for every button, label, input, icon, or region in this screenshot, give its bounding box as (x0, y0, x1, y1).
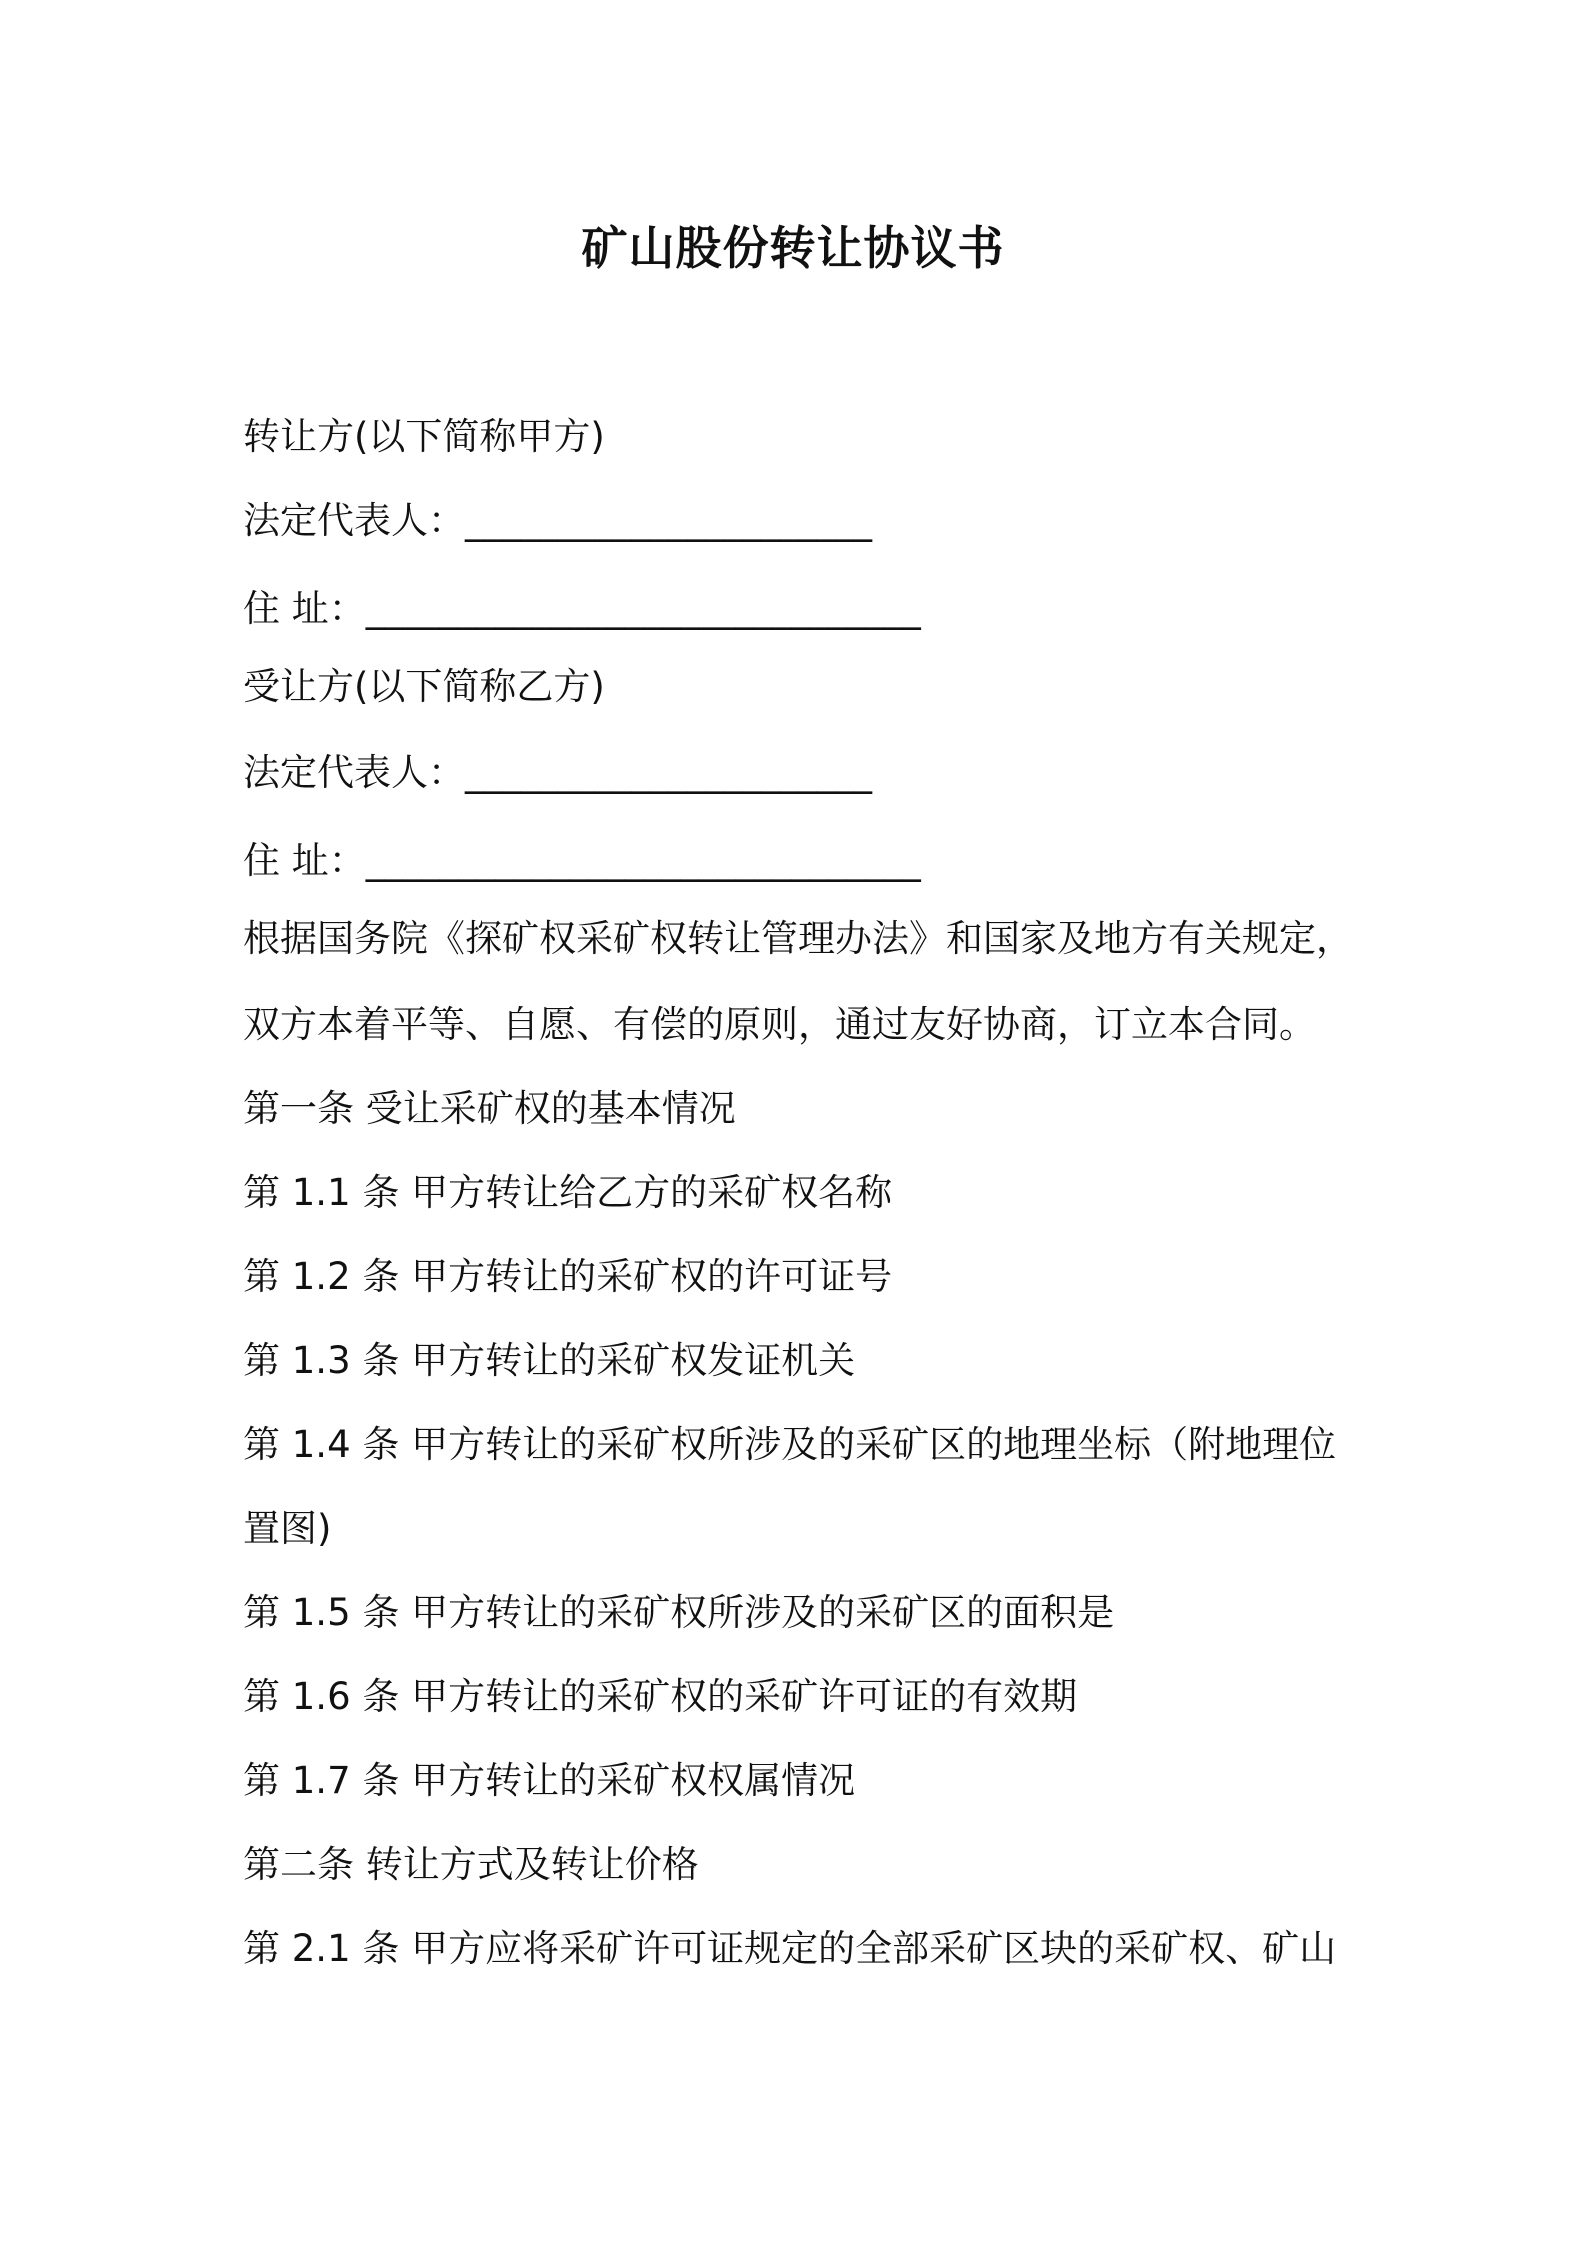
article-1-heading: 第一条 受让采矿权的基本情况 (243, 1087, 736, 1130)
clause-1-3: 第 1.3 条 甲方转让的采矿权发证机关 (243, 1339, 856, 1382)
clause-1-2: 第 1.2 条 甲方转让的采矿权的许可证号 (243, 1255, 893, 1298)
transferee-legal-rep-line: 法定代表人：______________________ (243, 751, 872, 794)
clause-1-4-line-2: 置图) (243, 1507, 332, 1550)
transferee-heading: 受让方(以下简称乙方) (243, 665, 605, 708)
article-2-heading: 第二条 转让方式及转让价格 (243, 1843, 699, 1886)
clause-1-4-line-1: 第 1.4 条 甲方转让的采矿权所涉及的采矿区的地理坐标（附地理位 (243, 1423, 1337, 1466)
clause-1-7: 第 1.7 条 甲方转让的采矿权权属情况 (243, 1759, 856, 1802)
preamble-paragraph-line-1: 根据国务院《探矿权采矿权转让管理办法》和国家及地方有关规定， (243, 917, 1353, 960)
clause-1-5: 第 1.5 条 甲方转让的采矿权所涉及的采矿区的面积是 (243, 1591, 1115, 1634)
transferor-legal-rep-line: 法定代表人：______________________ (243, 499, 872, 542)
transferor-address-line: 住 址：______________________________ (243, 587, 921, 630)
document-title: 矿山股份转让协议书 (581, 221, 1005, 275)
clause-2-1-line-1: 第 2.1 条 甲方应将采矿许可证规定的全部采矿区块的采矿权、矿山 (243, 1927, 1337, 1970)
preamble-paragraph-line-2: 双方本着平等、自愿、有偿的原则，通过友好协商，订立本合同。 (243, 1003, 1316, 1046)
clause-1-6: 第 1.6 条 甲方转让的采矿权的采矿许可证的有效期 (243, 1675, 1078, 1718)
transferor-heading: 转让方(以下简称甲方) (243, 415, 605, 458)
transferee-address-line: 住 址：______________________________ (243, 839, 921, 882)
clause-1-1: 第 1.1 条 甲方转让给乙方的采矿权名称 (243, 1171, 893, 1214)
